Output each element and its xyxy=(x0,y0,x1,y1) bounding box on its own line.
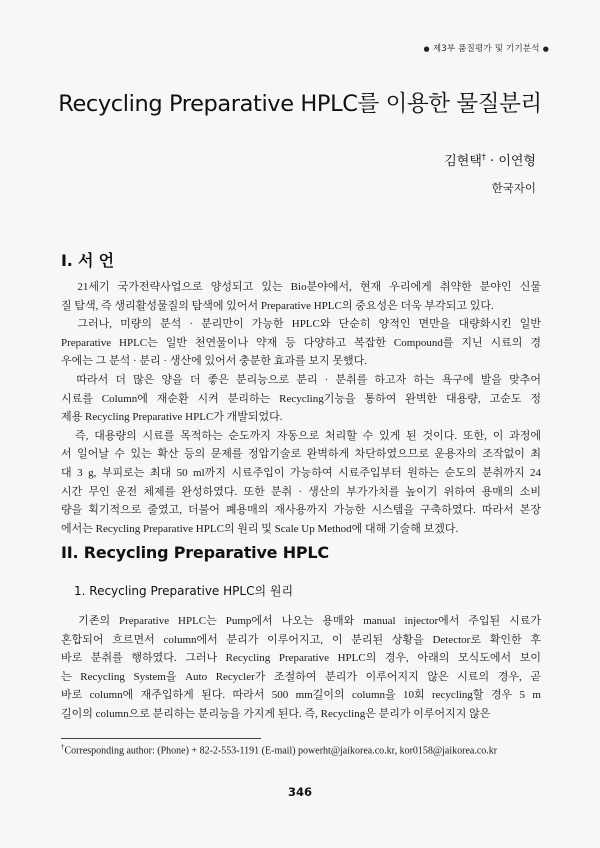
subsection-heading: 1. Recycling Preparative HPLC의 원리 xyxy=(74,584,294,598)
paragraph-line: 는 Recycling System을 Auto Recycler가 조절하여 분리가 이루어지지 않은 시료의 경우, 곧 xyxy=(61,670,541,683)
affiliation: 한국자이 xyxy=(491,181,536,195)
author-name: 이연형 xyxy=(498,154,536,169)
paragraph-line: 대 3 g, 부피로는 최대 50 ml까지 시료주입이 가능하여 시료주입부터 원하는 순도의 분취까지 24 xyxy=(61,466,541,479)
paper-title: Recycling Preparative HPLC를 이용한 물질분리 xyxy=(58,91,542,117)
body-paragraph xyxy=(61,371,541,427)
footnote-mark: † xyxy=(61,743,65,751)
page-number: 346 xyxy=(287,785,312,799)
section-heading: I. 서 언 xyxy=(61,251,114,270)
paragraph-line: 제용 Recycling Preparative HPLC가 개발되었다. xyxy=(61,411,283,424)
paragraph-line: 바로 column에 재주입하게 된다. 따라서 500 mm길이의 column을 10회 recycling할 경우 5 m xyxy=(61,689,541,702)
paragraph-line: 21세기 국가전략사업으로 양성되고 있는 Bio분야에서, 현재 우리에게 취약한 분야인 신물 xyxy=(61,281,541,293)
body-paragraph xyxy=(61,612,541,724)
paragraph-line: 따라서 더 많은 양을 더 좋은 분리능으로 분리 · 분취를 하고자 하는 욕구에 발을 맞추어 xyxy=(61,374,541,386)
paragraph-line: 질 탐색, 즉 생리활성물질의 탐색에 있어서 Preparative HPLC의 중요성은 더욱 부각되고 있다. xyxy=(61,299,494,312)
paragraph-line: Preparative HPLC는 일반 천연물이나 약재 등 다양하고 복잡한 Compound를 지닌 시료의 경 xyxy=(61,336,541,349)
paragraph-line: 우에는 그 분석 · 분리 · 생산에 있어서 충분한 효과를 보지 못했다. xyxy=(61,355,367,368)
paragraph-line: 시간 무인 운전 체제를 완성하였다. 또한 분취 · 생산의 부가가치를 높이기 위하여 용매의 소비 xyxy=(61,485,541,498)
paragraph-line: 길이의 column으로 분리하는 분리능을 가지게 된다. 즉, Recycling은 분리가 이루어지지 않은 xyxy=(61,707,491,720)
running-header xyxy=(421,42,552,54)
bullet-icon: ● xyxy=(423,45,430,53)
body-paragraph xyxy=(61,427,541,539)
paragraph-line: 즉, 대용량의 시료를 목적하는 순도까지 자동으로 처리할 수 있게 된 것이다. 또한, 이 과정에 xyxy=(61,429,541,442)
author-line xyxy=(444,150,536,169)
paragraph-line: 바로 분취를 행하였다. 그러나 Recycling Preparative HPLC의 경우, 아래의 모식도에서 보이 xyxy=(61,652,541,665)
body-paragraph xyxy=(61,278,541,315)
running-header-text: 제3부 품질평가 및 기기분석 xyxy=(432,44,540,54)
paragraph-line: 기존의 Preparative HPLC는 Pump에서 나오는 용매와 manual injector에서 주입된 시료가 xyxy=(61,615,541,627)
author-separator: · xyxy=(485,154,499,169)
footnote xyxy=(61,743,497,756)
footnote-text: Corresponding author: (Phone) + 82-2-553-1191 (E-mail) powerht@jaikorea.co.kr, kor0158@jaikorea.co.kr xyxy=(64,745,498,757)
author-name: 김현택 xyxy=(444,154,482,169)
bullet-icon: ● xyxy=(542,45,549,53)
body-paragraph xyxy=(61,315,541,371)
paragraph-line: 서 일어날 수 있는 확산 등의 문제를 정압기술로 완벽하게 차단하였으므로 운용자의 조작없이 최 xyxy=(61,448,541,461)
paragraph-line: 에서는 Recycling Preparative HPLC의 원리 및 Scale Up Method에 대해 기술해 보겠다. xyxy=(61,522,459,535)
corresponding-mark: † xyxy=(481,152,486,162)
footnote-divider xyxy=(61,738,261,739)
paragraph-line: 시료를 Column에 재순환 시켜 분리하는 Recycling기능을 통하여 완벽한 대용량, 고순도 정 xyxy=(61,392,541,405)
paragraph-line: 혼합되어 흐르면서 column에서 분리가 이루어지고, 이 분리된 상황을 Detector로 확인한 후 xyxy=(61,633,541,646)
paragraph-line: 그러나, 미량의 분석 · 분리만이 가능한 HPLC와 단순히 양적인 면만을 대량화시킨 일반 xyxy=(61,318,541,331)
paragraph-line: 량을 획기적으로 줄였고, 더불어 폐용매의 재사용까지 가능한 시스템을 구축하였다. 따라서 본장 xyxy=(61,504,541,517)
section-heading: II. Recycling Preparative HPLC xyxy=(61,543,329,562)
